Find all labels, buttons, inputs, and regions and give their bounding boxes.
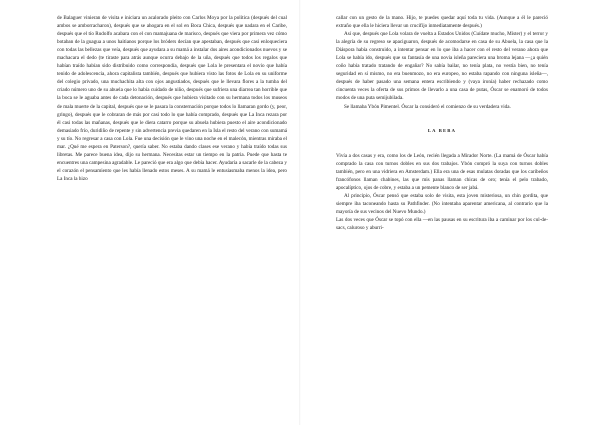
section-paragraph-3: Las dos veces que Óscar se topó con ella —en las pausas en su escritura iba a caminar por los cul-de-sacs, caluroso y aburri- bbox=[336, 216, 548, 232]
section-heading: LA BEBA bbox=[427, 127, 457, 133]
section-paragraph-2: Al principio, Óscar pensó que estaba solo de visita, esta joven misteriosa, un chin gordita, que siempre iba taconeando hasta su Pathfinder. (No intentaba aparentar americana, al contrario que la mayoría de sus vecinos del Nuevo Mundo.) bbox=[336, 192, 548, 215]
left-paragraph-1: de Balaguer vinieran de visita e iniciara un acalorado pleito con Carlos Moya por la política (después del cual ambos se amborracharon), después que se ahogara en el sol en Boca Chica, después que nadara en el Caribe, después que el tío Rudolfo acabara con el con mamajuana de marisco, después que viera por primera vez cómo botaban de la guagua a unos haitianos porque los bróders decían que apestaban, después que casi enloqueciera con todas las bellezas que veía, después que ayudara a su mamá a instalar dos aires acondicionados nuevos y se machacara el dedo (te tiraste para atrás aunque ocurra debajo de la uña, después que todos los regalos que habían traído habían sido distribuido como correspondía, después que Lola le presentara el novio que había tenido de adolescencia, ahora capitalista también, después que hubiera visto las fotos de Lola en su uniforme del colegio privado, una muchachita alta con ojos angustiados, después que le llevara flores a la tumba del criado número uno de su abuela que lo había cuidado de niño, después que sufriera una diarrea tan horrible que la boca se le aguaba antes de cada detonación, después que hubiera visitado con su hermana todos los museos de mala muerte de la capital, después que se le pasara la consternación porque todos lo llamaran gordo (y, peor, gringo), después que le cobraran de más por casi todo lo que había comprado, después que La Inca rezara por él casi todas las mañanas, después que le diera catarro porque su abuela hubiera puesto el aire acondicionado demasiado frío, duridiño de repente y sin advertencia previa quedaren en la Isla el resto del verano con sumamá y su tío. No regresar a casa con Lola. Fue una decisión que le vino una noche en el malecón, mientras miraba el mar. ¿Qué me espera en Paterson?, quería saber. No estaba dando clases ese verano y había traído todas sus libretas. Me parece buena idea, dijo su hermana. Necesitas estar un tiempo en la patria. Puede que hasta te encuentres una campesina agradable. Le pareció que era algo que debía hacer. Ayudaría a sacarle de la cabeza y el corazón el pensamiento que les había llenado estos meses. A su mamá le entusiasmaba menos la idea, pero La Inca la hizo bbox=[57, 15, 287, 182]
right-page bbox=[336, 14, 548, 232]
right-paragraph-2: Así que, después que Lola volara de vuelta a Estados Unidos (Cuídate mucho, Míster) y el terror y la alegría de su regreso se apaciguaron, después de acomodarse en casa de su Abuela, la casa que la Diáspora había construido, a intentar pensar en lo que iba a hacer con el resto del verano ahora que Lola se había ido, después que su fantasía de una novia isleña pareciera una broma lejana —¿a quién coño había tratado tratando de engañar? No sabía bailar, no tenía plata, no vestía bien, no tenía seguridad en sí mismo, no era buenmozo, no era europeo, no estaba rapando con ninguna isleña—, después de haber pasado una semana entera escribiendo y (vaya ironía) haber rechazado como cincuenta veces la oferta de sus primos de llevarlo a una casa de putas, Óscar se enamoró de todos modos de una puta semijubilada. bbox=[336, 31, 548, 102]
book-gutter bbox=[299, 0, 301, 425]
right-paragraph-1: callar con un gesto de la mano. Hijo, te puedes quedar aquí toda tu vida. (Aunque a él le pareció extraño que ella le hiciera llevar un crucifijo inmediatamente después.) bbox=[336, 15, 548, 30]
section-paragraph-1: Vivía a dos casas y era, como los de León, recién llegada a Mirador Norte. (La mamá de Óscar había comprado la casa con turnos dobles en sus dos trabajos. Ybón compró la suya con turnos dobles también, pero en una vidriera en Amsterdam.) Ella era una de esas mulatas doradas que los caribeños francófonos llaman chabines, las que mis panas llaman chicas de oro; tenía el pelo trabado, apocalíptico, ojos de cobre, y estaba a un pemente blanco de ser jabá. bbox=[336, 152, 548, 191]
right-paragraph-3: Se llamaba Ybón Pimentel. Óscar la consideró el comienzo de su verdadera vida. bbox=[344, 103, 511, 110]
left-page bbox=[57, 14, 287, 183]
